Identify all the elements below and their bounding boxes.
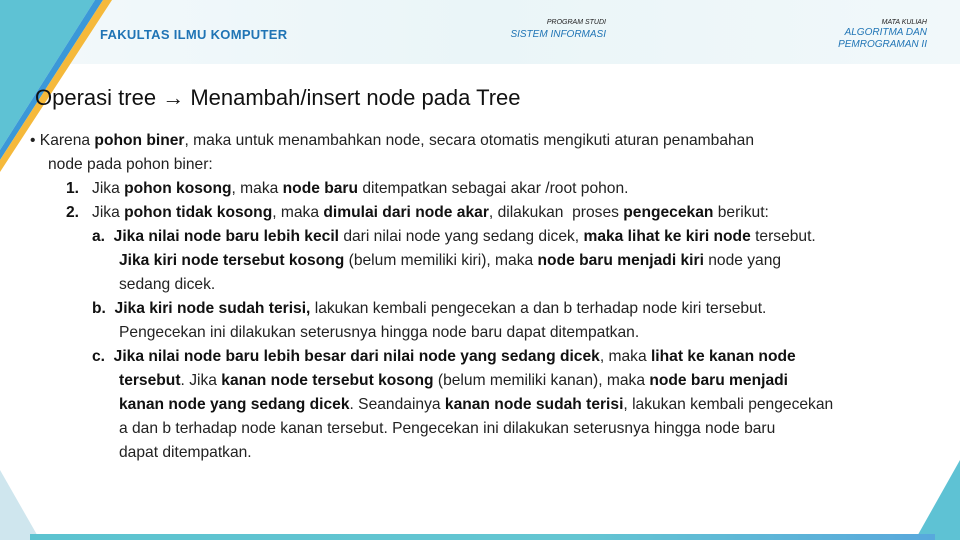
- text: berikut:: [713, 204, 769, 221]
- text: , lakukan kembali pengecekan: [623, 396, 834, 413]
- text: , dilakukan proses: [488, 204, 624, 221]
- body-line: [66, 204, 769, 222]
- bold-text: pohon biner: [94, 132, 185, 149]
- arrow-right-icon: →: [162, 85, 185, 110]
- text: , maka: [272, 204, 324, 221]
- bold-text: Jika nilai node baru lebih besar dari nilai node yang sedang dicek: [113, 348, 600, 365]
- text: tersebut.: [750, 228, 816, 245]
- title-right: Menambah/insert node pada Tree: [190, 85, 521, 110]
- text: . Jika: [180, 372, 222, 389]
- course-label: MATA KULIAH: [881, 19, 927, 26]
- course-value: [780, 27, 927, 51]
- body-line: [92, 348, 796, 366]
- bold-text: tersebut: [119, 372, 181, 389]
- bold-text: pohon tidak kosong: [124, 204, 273, 221]
- text: dari nilai node yang sedang dicek,: [339, 228, 584, 245]
- text: a dan b terhadap node kanan tersebut. Pengecekan ini dilakukan seterusnya hingga node baru: [119, 420, 776, 437]
- bold-text: dimulai dari node akar: [323, 204, 489, 221]
- body-line: [119, 276, 215, 294]
- bold-text: kanan node sudah terisi: [444, 396, 624, 413]
- course-value-line1: ALGORITMA DAN: [844, 27, 927, 38]
- text: • Karena: [30, 132, 95, 149]
- body-line: [30, 132, 754, 150]
- bold-text: Jika kiri node tersebut kosong: [119, 252, 345, 269]
- decorative-stripes: [0, 0, 120, 540]
- body-line: [66, 180, 629, 198]
- text: Pengecekan ini dilakukan seterusnya hingga node baru dapat ditempatkan.: [119, 324, 640, 341]
- text: . Seandainya: [349, 396, 445, 413]
- title-left: Operasi tree: [35, 85, 157, 110]
- body-line: [119, 396, 833, 414]
- bold-text: b.: [92, 300, 115, 317]
- text: , maka untuk menambahkan node, secara otomatis mengikuti aturan penambahan: [184, 132, 755, 149]
- bold-text: Jika kiri node sudah terisi,: [114, 300, 311, 317]
- bold-text: kanan node tersebut kosong: [221, 372, 434, 389]
- body-line: [119, 372, 788, 390]
- text: (belum memiliki kanan), maka: [433, 372, 650, 389]
- bold-text: pengecekan: [623, 204, 714, 221]
- faculty-name: FAKULTAS ILMU KOMPUTER: [100, 27, 288, 42]
- bold-text: kanan node yang sedang dicek: [119, 396, 350, 413]
- text: ditempatkan sebagai akar /root pohon.: [358, 180, 629, 197]
- bold-text: c.: [92, 348, 114, 365]
- text: Jika: [92, 180, 125, 197]
- body-line: [48, 156, 213, 174]
- slide-title: [35, 85, 521, 111]
- bold-text: Jika nilai node baru lebih kecil: [113, 228, 339, 245]
- body-line: [119, 324, 639, 342]
- bold-text: lihat ke kanan node: [650, 348, 796, 365]
- course-value-line2: PEMROGRAMAN II: [838, 39, 927, 50]
- program-label: PROGRAM STUDI: [546, 19, 606, 26]
- text: node yang: [703, 252, 782, 269]
- body-line: [119, 444, 252, 462]
- text: dapat ditempatkan.: [119, 444, 252, 461]
- bold-text: pohon kosong: [124, 180, 232, 197]
- bold-text: 2.: [66, 204, 93, 221]
- text: sedang dicek.: [119, 276, 216, 293]
- decorative-corner: [900, 460, 960, 540]
- text: , maka: [599, 348, 651, 365]
- body-line: [92, 228, 816, 246]
- bold-text: node baru menjadi kiri: [537, 252, 704, 269]
- body-line: [119, 420, 775, 438]
- program-value: SISTEM INFORMASI: [510, 29, 606, 40]
- text: (belum memiliki kiri), maka: [344, 252, 538, 269]
- footer-bar: [30, 534, 935, 540]
- bold-text: node baru menjadi: [649, 372, 788, 389]
- bold-text: 1.: [66, 180, 93, 197]
- body-line: [92, 300, 766, 318]
- text: Jika: [92, 204, 125, 221]
- bold-text: maka lihat ke kiri node: [583, 228, 751, 245]
- text: node pada pohon biner:: [48, 156, 213, 173]
- bold-text: node baru: [282, 180, 359, 197]
- text: , maka: [231, 180, 283, 197]
- bold-text: a.: [92, 228, 114, 245]
- body-line: [119, 252, 781, 270]
- text: lakukan kembali pengecekan a dan b terhadap node kiri tersebut.: [310, 300, 767, 317]
